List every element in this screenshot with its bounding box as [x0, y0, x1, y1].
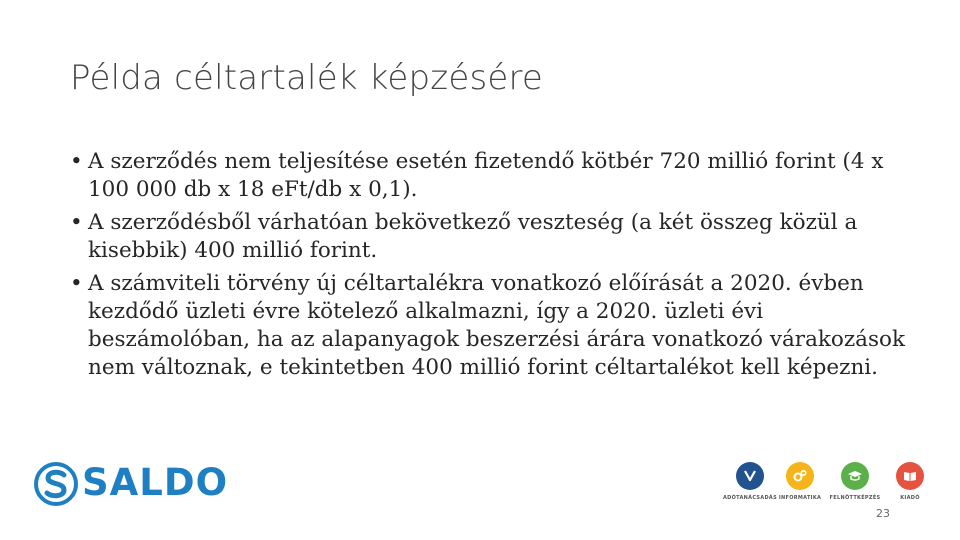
shield-v-icon — [736, 462, 764, 490]
bullet-text: A számviteli törvény új céltartalékra vonatkozó előírását a 2020. évben kezdődő üzleti évre kötelező alkalmazni, így a 2020. üzleti évi beszámolóban, ha az alapanyagok beszerzési árára vonatkozó várakozások nem változnak, e tekintetben 400 millió forint céltartalékot kell képezni. — [88, 271, 906, 380]
bullet-list — [70, 148, 920, 387]
bullet-item — [70, 270, 920, 382]
category-felnottkepzes — [825, 458, 885, 501]
saldo-logo — [34, 458, 229, 508]
logo-text: SALDO — [82, 461, 229, 504]
bullet-dot: • — [70, 271, 83, 296]
bullet-item — [70, 209, 920, 265]
gears-icon — [786, 462, 814, 490]
slide-title: Példa céltartalék képzésére — [70, 58, 544, 98]
category-label: KIADÓ — [900, 495, 920, 501]
bullet-text: A szerződésből várhatóan bekövetkező veszteség (a két összeg közül a kisebbik) 400 millió forint. — [88, 210, 858, 263]
bullet-text: A szerződés nem teljesítése esetén fizetendő kötbér 720 millió forint (4 x 100 000 db x 18 eFt/db x 0,1). — [88, 149, 884, 202]
category-label: ADÓTANÁCSADÁS — [723, 495, 777, 501]
category-label: INFORMATIKA — [778, 495, 822, 501]
category-kiado — [880, 458, 940, 501]
graduation-cap-icon — [841, 462, 869, 490]
bullet-item — [70, 148, 920, 204]
book-icon — [896, 462, 924, 490]
page-number: 23 — [876, 507, 890, 520]
category-label: FELNŐTTKÉPZÉS — [829, 495, 881, 501]
category-icons — [720, 458, 930, 508]
bullet-dot: • — [70, 149, 83, 174]
category-informatika — [770, 458, 830, 501]
saldo-s-icon — [34, 460, 78, 508]
bullet-dot: • — [70, 210, 83, 235]
